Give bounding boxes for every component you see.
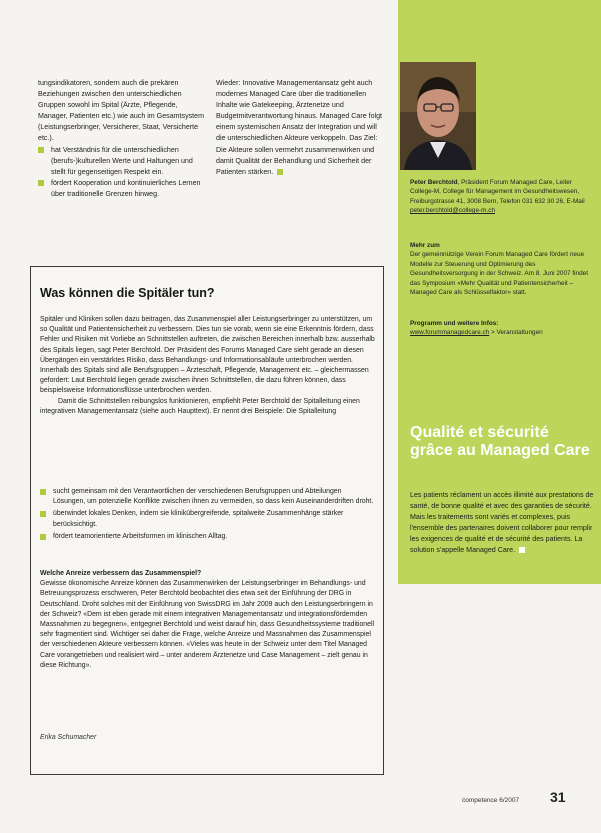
french-summary [410,490,596,556]
program-suffix: > Veranstaltungen [489,329,543,337]
box-subheading: Welche Anreize verbessern das Zusammenspiel? [40,570,202,577]
bullet-square [40,489,46,495]
box-subsection [40,569,375,671]
publication-footer: competence 6/2007 [462,797,520,804]
bullet-square [38,180,44,186]
bullet-text: fördert Kooperation und kontinuierliches Lernen über traditionelle Grenzen hinweg. [51,178,201,198]
end-mark [519,547,525,553]
program-heading: Programm und weitere Infos: [410,320,499,327]
middle-column [216,78,384,178]
end-mark [277,169,283,175]
box-body [40,315,375,417]
middle-text: Wieder: Innovative Managementansatz geht auch modernes Managed Care über die traditionellen Inhalte wie Gatekeeping, Ärztenetze und Budgetmitverantwortung hinaus. Managed Care folgt einem systemischen Ansatz der Integration und will die unterschiedlichen Akteure verkoppeln. Das Ziel: Die Akteure sollen vermehrt zusammenwirken und damit Qualität der Behandlung und Sicherheit der Patienten stärken. [216,79,383,176]
bullet-square [40,511,46,517]
page-number: 31 [550,789,566,805]
program-link[interactable]: www.forummanagedcare.ch [410,329,490,337]
author-bio [410,178,594,216]
more-text: Der gemeinnützige Verein Forum Managed Care fördert neue Modelle zur Steuerung und Optimierung des Gesundheitsversorgung in der Schweiz. Am 8. Juni 2007 findet das Symposium «Mehr Qualität und Patientensicherheit – Managed Care als Schlüsselfaktor» statt. [410,251,588,297]
bullet-text: hat Verständnis für die unterschiedlichen (berufs-)kulturellen Werte und Haltungen und stellt für gegenseitigen Respekt ein. [51,145,193,176]
bullet-square [38,147,44,153]
more-info-block [410,241,594,297]
author-credit: Erika Schumacher [40,734,97,741]
box-paragraph: Spitäler und Kliniken sollen dazu beitragen, das Zusammenspiel aller Leistungserbringer zu unterstützen, um so Qualität und Patientensicherheit zu verbessern. Dies tun sie vorab, wenn sie eine Erkenntnis fördern, dass Fehler und Risiken mit Vorliebe an Schnittstellen auftreten, die zwischen Bereichen innerhalb bzw. ausserhalb des Spitals liegen, sagt Peter Berchtold. Der Präsident des Forums Managed Care sieht gerade an diesen Übergängen ein verstärktes Risiko, dass Behandlungs- und Informationsabläufe unterbrochen werden. Innerhalb des Spitals sind alle Berufsgruppen – Ärzteschaft, Pflegende, Management etc. – gleichermassen gefordert: Laut Berchtold liegen gerade zwischen ihnen Schnittstellen, die dazu führen können, dass beispielsweise Informationsflüsse unterbrochen werden. [40,316,375,395]
bullet-square [40,534,46,540]
program-block [410,319,594,338]
box-paragraph: Damit die Schnittstellen reibungslos funktionieren, empfiehlt Peter Berchtold der Spitalleitung einen integrativen Managementansatz (siehe auch Haupttext). Er nennt drei Beispiele: Die Spitalleitung [40,397,360,415]
portrait-illustration [400,62,476,170]
box-subsection-text: Gewisse ökonomische Anreize können das Zusammenwirken der Leistungserbringer im Behandlungs- und Betreuungsprozess erschweren, Peter Berchtold beobachtet dies etwa seit der Einführung der DRG in Deutschland. Droht solches mit der Einführung von SwissDRG im Jahr 2009 auch den Leistungserbringern in der Schweiz? «Dem ist eben gerade mit einem integrativen Managementansatz und integrationsfördernden Massnahmen zu begegnen», entgegnet Berchtold und weist darauf hin, dass Gesundheitssysteme traditionell sehr fragmentiert sind. Wichtiger sei daher die Frage, welche Anreize und Massnahmen das Zusammenspiel der verschiedenen Akteure verbessern können. «Vieles was heute in der Schweiz unter dem Titel Managed Care vorangetrieben und realisiert wird – unter anderem Ärztenetze und Case Management – zielt genau in diese Richtung». [40,580,375,669]
bullet-text: fördert teamorientierte Arbeitsformen im klinischen Alltag. [53,532,228,540]
french-text: Les patients réclament un accès illimité aux prestations de santé, de bonne qualité et avec des garanties de sécurité. Mais les traitements sont variés et complexes, puis l'ensemble des partenaires doivent collaborer pour remplir les exigences de qualité et de sécurité des patients. La solution s'appelle Managed Care. [410,491,594,554]
bullet-text: überwindet lokales Denken, indem sie klinikübergreifende, spitalweite Zusammenhänge stärker berücksichtigt. [53,510,344,528]
bullet-text: sucht gemeinsam mit den Verantwortlichen der verschiedenen Berufsgruppen und Abteilungen Lösungen, um potenzielle Konflikte zwischen ihnen zu vermeiden, so dass kein Auseinanderdriften droht. [53,488,374,506]
box-title: Was können die Spitäler tun? [40,286,215,300]
bullet-item [40,532,375,542]
bullet-item [38,178,208,200]
bullet-item [38,145,208,178]
left-column [38,78,208,200]
bullet-item [40,509,375,529]
more-heading: Mehr zum [410,242,440,249]
french-heading: Qualité et sécurité grâce au Managed Care [410,424,590,459]
left-intro-text: tungsindikatoren, sondern auch die prekären Beziehungen zwischen den unterschiedlichen Gruppen sowohl im Spital (Ärzte, Pflegende, Manager, Patienten etc.) wie auch im Gesamtsystem (Leistungserbringer, Versicherer, Staat, Versicherte etc.). [38,79,204,143]
box-bullet-list [40,487,375,544]
bio-email-link[interactable]: peter.berchtold@college-m.ch [410,207,495,215]
bio-text: , Präsident Forum Managed Care, Leiter College-M, College für Management im Gesundheitswesen, Freiburgstrasse 41, 3008 Bern, Telefon 031 632 30 26, E-Mail [410,179,585,205]
portrait-photo [400,62,476,170]
bullet-item [40,487,375,507]
bio-name: Peter Berchtold [410,179,458,186]
